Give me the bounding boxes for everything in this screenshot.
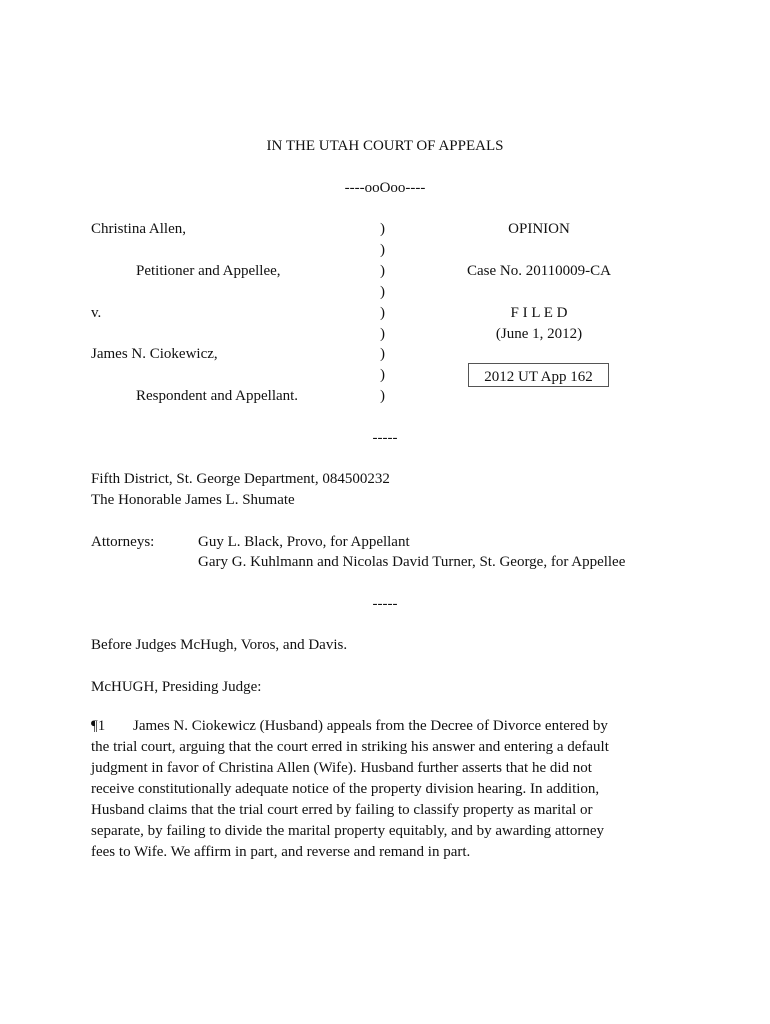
caption-paren: ) (380, 242, 385, 258)
paragraph-line: judgment in favor of Christina Allen (Wife). Husband further asserts that he did not (91, 760, 592, 776)
judges-panel: Before Judges McHugh, Voros, and Davis. (91, 637, 348, 653)
opinion-author: McHUGH, Presiding Judge: (91, 679, 262, 695)
opinion-paragraph-1 (91, 716, 681, 863)
section-divider: ----- (372, 430, 398, 446)
paragraph-line: Husband claims that the trial court erred by failing to classify property as marital or (91, 802, 593, 818)
attorneys-label: Attorneys: (91, 534, 155, 550)
caption-paren: ) (380, 388, 385, 404)
lower-court-district: Fifth District, St. George Department, 084500232 (91, 471, 390, 487)
case-number: Case No. 20110009-CA (466, 263, 612, 279)
filed-date: (June 1, 2012) (495, 326, 583, 342)
respondent-role: Respondent and Appellant. (136, 388, 299, 404)
caption-paren: ) (380, 326, 385, 342)
caption-paren: ) (380, 305, 385, 321)
citation-text: 2012 UT App 162 (484, 369, 593, 385)
lower-court-judge: The Honorable James L. Shumate (91, 492, 295, 508)
paragraph-text: James N. Ciokewicz (Husband) appeals from the Decree of Divorce entered by (133, 718, 608, 734)
petitioner-name: Christina Allen, (91, 221, 186, 237)
caption-paren: ) (380, 221, 385, 237)
paragraph-line: receive constitutionally adequate notice of the property division hearing. In addition, (91, 781, 600, 797)
caption-paren: ) (380, 367, 385, 383)
court-title: IN THE UTAH COURT OF APPEALS (266, 138, 504, 154)
paragraph-line: the trial court, arguing that the court erred in striking his answer and entering a default (91, 739, 609, 755)
versus-label: v. (91, 305, 102, 321)
document-type: OPINION (508, 221, 570, 237)
caption-paren: ) (380, 346, 385, 362)
filed-label: F I L E D (510, 305, 568, 321)
caption-paren: ) (380, 263, 385, 279)
attorney-line: Gary G. Kuhlmann and Nicolas David Turner, St. George, for Appellee (198, 554, 626, 570)
caption-paren: ) (380, 284, 385, 300)
paragraph-line: fees to Wife. We affirm in part, and reverse and remand in part. (91, 844, 471, 860)
attorney-line: Guy L. Black, Provo, for Appellant (198, 534, 410, 550)
respondent-name: James N. Ciokewicz, (91, 346, 218, 362)
citation-box (468, 363, 609, 387)
paragraph-line (91, 716, 681, 737)
ornament-divider: ----ooOoo---- (344, 180, 426, 196)
paragraph-mark: ¶1 (91, 718, 106, 734)
paragraph-line: separate, by failing to divide the marital property equitably, and by awarding attorney (91, 823, 605, 839)
section-divider: ----- (372, 596, 398, 612)
petitioner-role: Petitioner and Appellee, (136, 263, 281, 279)
